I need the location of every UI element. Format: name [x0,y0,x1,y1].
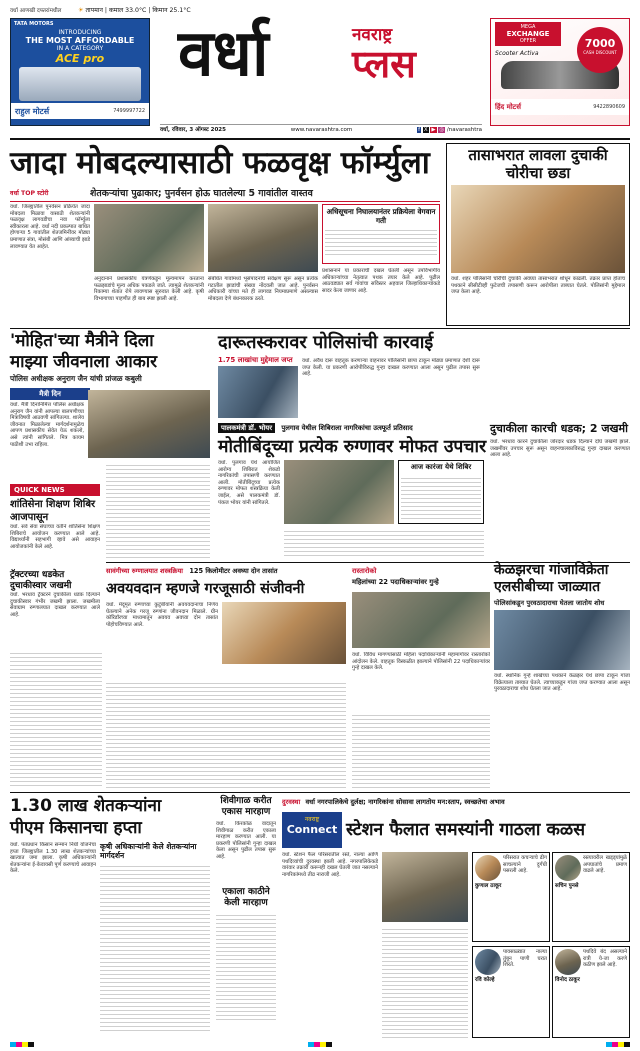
lead-col-2: अनुदानाने प्रशासकीय यंत्रणेकडून मूल्यमापन करताना फळझाडांचे मूल्य अधिक पकडले जाते. त्यामुळे शेतकऱ्यांनी रिकाम्या शेतात रोपे लावण्यास सुरुवात केली आहे. कृषी विभागाच्या पाहणीत ही बाब स्पष्ट झाली आहे. [94,276,204,302]
quote-3: पावसाळ्यात नाल्या तुंबून पाणी घरात शिरते. रवि कोल्हे [472,946,550,1038]
mohit-tag: मैत्री दिन [10,388,90,400]
lead-subhead: शेतकऱ्यांचा पुढाकार; पुनर्वसन होऊ घातलेल्या 5 गावांतील वास्तव [90,188,313,199]
lead-kicker: वर्धा TOP स्टोरी [10,190,49,197]
avatar-2 [555,855,581,881]
kisan-headline-2: पीएम किसानचा हप्ता [10,818,142,838]
ad-brand: TATA MOTORS [14,21,54,27]
registration-marks [10,1042,630,1048]
connect-photo [382,852,468,922]
bike-body: वर्धा. भरधाव कारने दुचाकीला जोरदार धडक दिल्याने दोघे जखमी झाले. जखमींवर उपचार सुरू असून वाहनचालकाविरुद्ध गुन्हा दाखल करण्यात आला आहे. [490,439,630,459]
kisan-side [100,842,210,1038]
avatar-1 [475,855,501,881]
instagram-icon[interactable]: ◎ [439,127,445,133]
ganja-photo [494,610,630,670]
quick-news: QUICK NEWS शांतिसेना शिक्षण शिबिर आजपासून वर्धा. सर्व सेवा संघाच्या वतीने शांतिसेना शिक्षण शिबिराचे आयोजन करण्यात आले आहे. विद्यार्थ्यांनी सहभागी व्हावे असे आवाहन आयोजकांनी केले आहे. ट्रॅक्टरच्या धडकेत दुचाकीस्वार जखमी वर्धा. भरधाव ट्रॅक्टरने दुचाकीला धडक दिल्याने दुचाकीस्वार गंभीर जखमी झाला. जखमीला सेवाग्राम रुग्णालयात दाखल करण्यात आले आहे. [10,484,210,648]
rasta-body: वर्धा. विविध मागण्यांसाठी महिला पदाधिकाऱ्यांनी महामार्गावर रास्तारोको आंदोलन केले. वाहतूक विस्कळीत झाल्याने पोलिसांनी 22 पदाधिकाऱ्यांवर गुन्हे दाखल केले. [352,652,490,672]
connect-strip: दुरवस्था वर्धा नगरपालिकेचे दुर्लक्ष; नागरिकांना सोसावा लागतोय मन:स्ताप, स्वच्छतेचा अभाव [282,798,505,806]
eye-body: वर्धा. पुलगाव येथे आयोजित आरोग्य शिबिरात शेकडो नागरिकांची तपासणी करण्यात आली. मोतीबिंदूच्या प्रत्येक रुग्णावर मोफत शस्त्रक्रिया केली जाईल, असे पालकमंत्री डॉ. पंकज भोयर यांनी सांगितले. [218,460,280,506]
lead-headline: जादा मोबदल्यासाठी फळवृक्ष फॉर्म्युला [10,145,430,181]
ad-dealer: राहुल मोटर्स [15,106,50,116]
lead-rule [10,201,440,202]
weather-box: ☀ तापमान | कमाल 33.0°C | किमान 25.1°C [78,7,191,14]
liquor-body: वर्धा. अवैध दारू वाहतूक करणाऱ्या वाहनावर पोलिसांनी छापा टाकून मोठ्या प्रमाणात देशी दारू जप्त केली. या प्रकरणी आरोपीविरुद्ध गुन्हा दाखल करण्यात आला असून पुढील तपास सुरू आहे. [302,358,480,378]
ad-product: ACE pro [55,52,105,65]
mohit-body: वर्धा. मैत्री दिनानिमित्त पोलिस अधीक्षक अनुराग जैन यांनी आपल्या बालपणीच्या मित्राविषयी आठवणी सांगितल्या. शालेय जीवनात मिळालेल्या मार्गदर्शनामुळेच आपण प्रशासकीय सेवेत येऊ शकलो, असे त्यांनी सांगितले. मित्र कायम पाठीशी उभा राहिला. [10,402,84,448]
rasta-photo [352,592,490,648]
lead-col-3: संबंधित गावांमध्ये भूसंपादनाचे सर्वेक्षण सुरू असून प्रत्येक गटातील झाडांची संख्या नोंदवली जात आहे. पुनर्वसन अधिकारी यांच्या मते ही लागवड नियमाप्रमाणे असल्यास मोबदला देणे बंधनकारक ठरते. [208,276,318,302]
eye-headline: मोतीबिंदूच्या प्रत्येक रुग्णावर मोफत उपचार [218,437,487,457]
avatar-4 [555,949,581,975]
youtube-icon[interactable]: ▶ [431,127,436,133]
quote-1: परिसरात कचऱ्याचे ढीग साचल्याने दुर्गंधी पसरली आहे. कुणाल ठाकूर [472,852,550,942]
dateline: वर्धा, रविवार, 3 ऑगस्ट 2025 [160,127,226,133]
connect-headline: स्टेशन फैलात समस्यांनी गाठला कळस [346,820,586,840]
facebook-icon[interactable]: f [418,127,421,133]
lead-col-4: प्रशासनाने या प्रकाराची दखल घेतली असून उपविभागीय अधिकाऱ्यांच्या नेतृत्वात पथक तयार केले आहे. पुढील आठवड्यात सर्व गावांचा सविस्तर अहवाल जिल्हाधिकाऱ्यांकडे सादर केला जाणार आहे. [322,268,440,294]
shivigal-headline-2: एकाला काठीने केली मारहाण [222,887,270,908]
avatar-3 [475,949,501,975]
ganja-body: वर्धा. स्थानिक गुन्हे शाखेच्या पथकाने केळझर येथे छापा टाकून गांजा विक्रेत्याला ताब्यात घेतले. त्याच्याकडून गांजा जप्त करण्यात आला असून पुरवठादाराचा शोध घेतला जात आहे. [494,673,630,693]
eye-box [398,460,484,524]
temp-min: किमान 25.1°C [152,7,191,14]
masthead-rule [10,138,630,140]
ad-honda[interactable]: MEGA EXCHANGE OFFER 7000 CASH DISCOUNT Scooter Activa हिंद मोटर्स 9422890609 [490,18,630,126]
temp-max: कमाल 33.0°C [108,7,147,14]
ganja-headline-1: केळझरचा गांजाविक्रेता [494,562,609,578]
date-strip [160,124,482,136]
ticker-text: वर्धा आणखी दफ्तरांमधील [10,8,62,14]
lead-photo-left [94,204,204,272]
kisan-headline-1: 1.30 लाख शेतकऱ्यांना [10,796,162,816]
mohit-headline-1: 'मोहित'च्या मैत्रीने दिला [10,331,154,351]
quick-item-2-head: ट्रॅक्टरच्या धडकेत दुचाकीस्वार जखमी [10,570,72,591]
eye-box-title: आज कारंजा येथे शिबिर [410,463,472,471]
ganja-headline-2: एलसीबीच्या जाळ्यात [494,579,601,595]
quote-4-name: विनोद ठाकूर [555,977,580,983]
website-link[interactable]: www.navarashtra.com [290,127,353,133]
mohit-photo [88,390,210,458]
connect-body: वर्धा. स्टेशन फैल परिसरातील रस्ते, नाल्या आणि पथदिव्यांची दुरवस्था झाली आहे. नगरपालिकेकडे वारंवार तक्रारी करूनही दखल घेतली जात नसल्याने नागरिकांमध्ये तीव्र नाराजी आहे. [282,852,378,878]
liquor-headline: दारूतस्करावर पोलिसांची कारवाई [218,332,434,353]
ad-tata[interactable]: TATA MOTORS INTRODUCING THE MOST AFFORDABLE IN A CATEGORY ACE pro राहुल मोटर्स 7499997722 [10,18,150,126]
eye-photo [284,460,394,524]
eye-kicker: पालकमंत्री डॉ. भोयर पुलगाव येथील शिबिराला नागरिकांचा उत्स्फूर्त प्रतिसाद [218,422,484,434]
quote-1-name: कुणाल ठाकूर [475,883,502,889]
kisan-side-head: कृषी अधिकाऱ्यांनी केले शेतकऱ्यांना मार्गदर्शन [100,842,197,860]
quick-item-1-body: वर्धा. सर्व सेवा संघाच्या वतीने शांतिसेना शिक्षण शिबिराचे आयोजन करण्यात आले आहे. विद्यार्थ्यांनी सहभागी व्हावे असे आवाहन आयोजकांनी केले आहे. [10,524,100,550]
liquor-photo [218,366,298,418]
organ-body: वर्धा. मेंदूमृत रुग्णाच्या कुटुंबीयांनी अवयवदानाचा निर्णय घेतल्याने अनेक गरजू रुग्णांना जीवनदान मिळाले. ग्रीन कॉरिडॉरच्या माध्यमातून अवयव अवघ्या दोन तासांत पोहोचविण्यात आले. [106,602,218,628]
mohit-subhead: पोलिस अधीक्षक अनुराग जैन यांची प्रांजळ कबुली [10,374,142,383]
lead-box-title: अधिसूचना निघालयानंतर प्रक्रियेला वेगवान गती [326,207,436,225]
lead-photo-center [208,204,318,272]
quote-2: रस्त्यावरील खड्ड्यांमुळे अपघातांचे प्रमाण वाढले आहे. सचिन पुनसे [552,852,630,942]
organ-headline: अवयवदान म्हणजे गरजूसाठी संजीवनी [106,581,305,597]
quick-item-1-head: शांतिसेना शिक्षण शिबिर आजपासून [10,499,96,523]
rasta-kicker: रास्तारोको महिलांच्या 22 पदाधिकाऱ्यांवर गुन्हे [352,567,439,586]
quote-2-name: सचिन पुनसे [555,883,579,889]
shivigal-story: शिवीगाळ करीत एकास मारहाण वर्धा. किरकोळ वादातून शिवीगाळ करीत एकाला मारहाण करण्यात आली. या प्रकरणी पोलिसांनी गुन्हा दाखल केला असून पुढील तपास सुरू आहे. एकाला काठीने केली मारहाण [216,796,276,1040]
connect-logo: नवराष्ट्र Connect [282,812,342,848]
liquor-stat: 1.75 लाखांचा मुद्देमाल जप्त [218,356,293,364]
discount-badge: 7000 CASH DISCOUNT [577,27,623,73]
lead-box [322,204,440,264]
crime-body: वर्धा. शहर पोलिसांनी चोरीची दुचाकी अवघ्या तासाभरात शोधून काढली. तक्रार प्राप्त होताच पथकाने सीसीटीव्ही फुटेजची तपासणी करून आरोपीला ताब्यात घेतले. पोलिसांनी मुद्देमाल जप्त केला आहे. [451,276,625,296]
bike-story [490,422,630,558]
bike-headline: दुचाकीला कारची धडक; 2 जखमी [490,422,628,435]
masthead-title: वर्धा [178,17,268,91]
masthead-subtitle-bottom: प्लस [352,42,416,86]
kisan-body: वर्धा. पंतप्रधान किसान सन्मान निधी योजनेचा हप्ता जिल्ह्यातील 1.30 लाख शेतकऱ्यांच्या खात्यात जमा झाला. कृषी अधिकाऱ्यांनी शेतकऱ्यांना ई-केवायसी पूर्ण करण्याचे आवाहन केले. [10,842,96,875]
organ-kicker: सावंगीच्या रुग्णालयात शस्त्रक्रिया 125 किलोमीटर अवघ्या दोन तासांत [106,567,278,575]
organ-photo [222,602,346,664]
ganja-subhead: पोलिसांकडून पुरवठादाराचा घेतला जातोय शोध [494,599,605,607]
sun-icon: ☀ [78,7,84,14]
crime-headline: तासाभरात लावला दुचाकी चोरीचा छडा [468,146,608,182]
quick-item-2-body: वर्धा. भरधाव ट्रॅक्टरने दुचाकीला धडक दिल्याने दुचाकीस्वार गंभीर जखमी झाला. जखमीला सेवाग्राम रुग्णालयात दाखल करण्यात आले आहे. [10,592,100,618]
crime-story [446,143,630,326]
quote-4: पथदिवे बंद असल्याने रात्री ये-जा करणे कठीण झाले आहे. विनोद ठाकूर [552,946,630,1038]
quote-3-name: रवि कोल्हे [475,977,495,983]
x-icon[interactable]: X [423,127,428,133]
social-icons: f X ▶ ◎ /navarashtra [418,127,482,133]
lead-col-1: वर्धा. जिल्ह्यातील पुनर्वसन प्रक्रियेत जादा मोबदला मिळावा यासाठी शेतकऱ्यांनी फळवृक्ष लागवडीचा नवा फॉर्म्युला स्वीकारला आहे. वर्धा नदी प्रकल्पात बाधित होणाऱ्या 5 गावांतील शेतजमिनींवर मोठ्या प्रमाणात संत्रा, मोसंबी आणि आंब्याची झाडे लावण्यात येत आहेत. [10,204,90,250]
shivigal-headline: शिवीगाळ करीत एकास मारहाण [220,796,272,817]
crime-photo [451,185,625,273]
ganja-story [494,562,630,788]
mohit-headline-2: माझ्या जीवनाला आकार [10,352,158,372]
masthead-subtitle-top: नवराष्ट्र [352,25,393,45]
truck-image [19,67,141,101]
